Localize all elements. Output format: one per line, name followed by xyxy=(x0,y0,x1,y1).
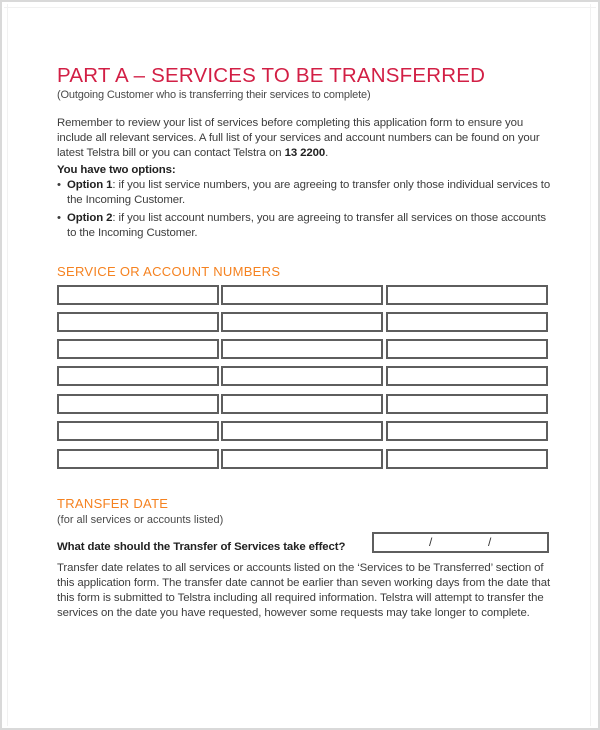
transfer-date-question: What date should the Transfer of Services take effect? xyxy=(57,541,346,553)
transfer-date-heading: TRANSFER DATE xyxy=(57,496,169,511)
account-number-field[interactable] xyxy=(57,285,219,305)
intro-text: Remember to review your list of services before completing this application form to ensure you include all relevant services. A full list of your services and account numbers can be found on your latest Telstra bill or you can contact Telstra on xyxy=(57,117,540,159)
option-1-label: Option 1 xyxy=(67,179,113,191)
account-number-field[interactable] xyxy=(57,421,219,441)
grid-row xyxy=(57,312,548,332)
account-number-field[interactable] xyxy=(386,394,548,414)
account-number-field[interactable] xyxy=(386,312,548,332)
account-number-field[interactable] xyxy=(221,339,383,359)
account-number-field[interactable] xyxy=(221,312,383,332)
account-number-field[interactable] xyxy=(221,421,383,441)
option-2 xyxy=(57,211,552,241)
page-guide-top xyxy=(4,7,596,8)
account-number-field[interactable] xyxy=(221,285,383,305)
options-heading: You have two options: xyxy=(57,164,176,176)
transfer-date-field[interactable] xyxy=(372,532,549,553)
account-number-field[interactable] xyxy=(221,366,383,386)
account-number-field[interactable] xyxy=(386,421,548,441)
grid-row xyxy=(57,421,548,441)
accounts-section-heading: SERVICE OR ACCOUNT NUMBERS xyxy=(57,264,281,279)
grid-row xyxy=(57,394,548,414)
grid-row xyxy=(57,339,548,359)
page-guide-left xyxy=(7,4,8,726)
account-number-field[interactable] xyxy=(221,449,383,469)
page-guide-right xyxy=(590,4,591,726)
account-number-field[interactable] xyxy=(57,339,219,359)
grid-row xyxy=(57,366,548,386)
option-1 xyxy=(57,178,552,208)
account-number-field[interactable] xyxy=(386,366,548,386)
bullet-icon: • xyxy=(57,212,61,224)
account-number-field[interactable] xyxy=(57,449,219,469)
page-subtitle: (Outgoing Customer who is transferring their services to complete) xyxy=(57,89,371,101)
intro-end: . xyxy=(325,147,329,159)
telstra-phone-number: 13 2200 xyxy=(284,147,326,159)
option-2-label: Option 2 xyxy=(67,212,113,224)
grid-row xyxy=(57,285,548,305)
account-number-field[interactable] xyxy=(386,339,548,359)
transfer-date-subheading: (for all services or accounts listed) xyxy=(57,514,224,526)
date-separator: / xyxy=(429,535,433,549)
option-1-text: : if you list service numbers, you are agreeing to transfer only those individual services to the Incoming Customer. xyxy=(67,179,551,206)
account-number-field[interactable] xyxy=(386,285,548,305)
page-title: PART A – SERVICES TO BE TRANSFERRED xyxy=(57,64,486,87)
grid-row xyxy=(57,449,548,469)
account-number-field[interactable] xyxy=(57,394,219,414)
bullet-icon: • xyxy=(57,179,61,191)
account-number-field[interactable] xyxy=(57,312,219,332)
account-number-field[interactable] xyxy=(221,394,383,414)
date-separator: / xyxy=(488,535,492,549)
intro-paragraph xyxy=(57,116,552,161)
option-2-text: : if you list account numbers, you are agreeing to transfer all services on those accounts to the Incoming Customer. xyxy=(67,212,546,239)
account-number-field[interactable] xyxy=(57,366,219,386)
account-number-field[interactable] xyxy=(386,449,548,469)
transfer-date-notes: Transfer date relates to all services or accounts listed on the ‘Services to be Transferred’ section of this application form. The transfer date cannot be earlier than seven working days from the date that this form is submitted to Telstra including all required information. Telstra will attempt to transfer the services on the date you have requested, however some requests may take longer to complete. xyxy=(57,562,551,619)
